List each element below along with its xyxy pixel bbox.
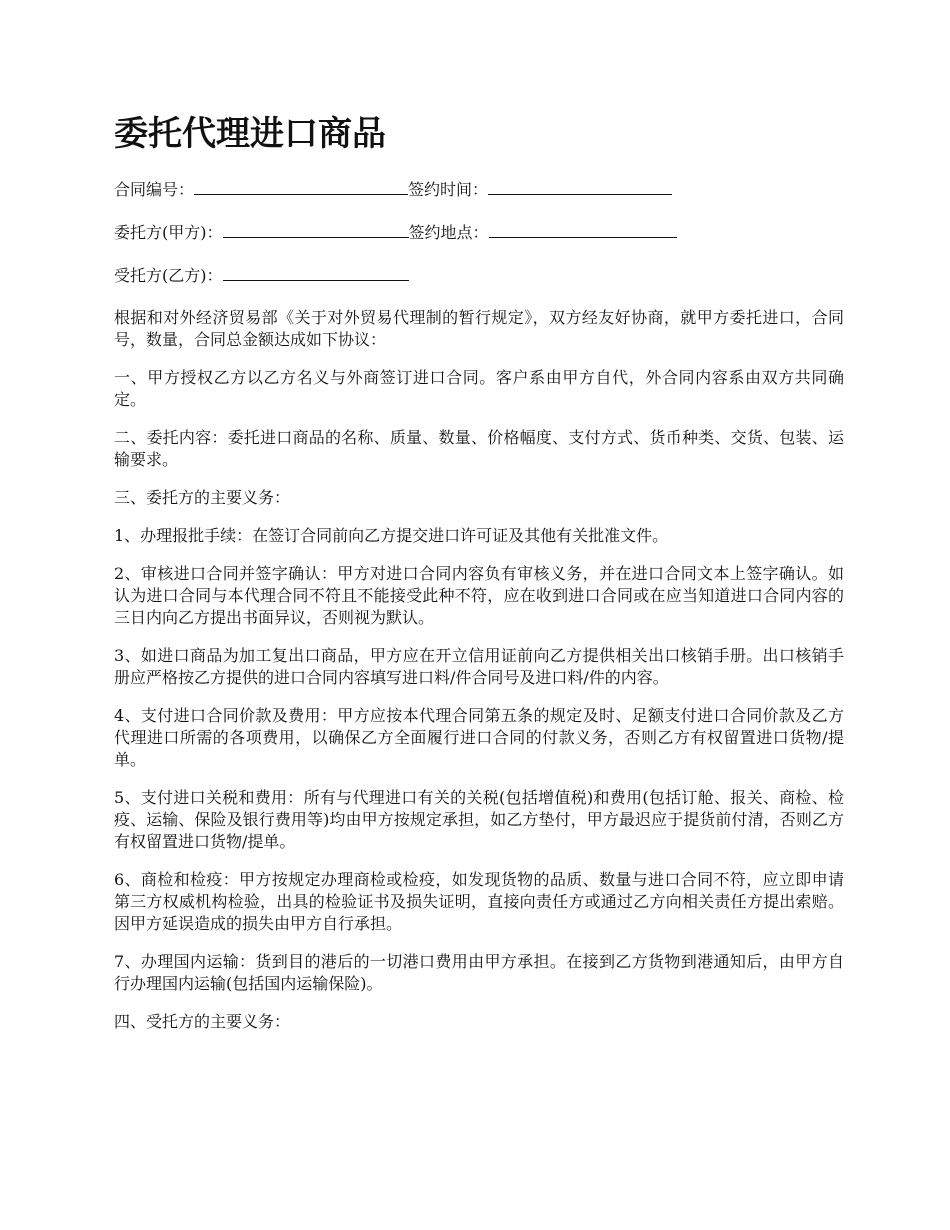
agent-blank	[223, 264, 409, 281]
paragraph-clause-1: 一、甲方授权乙方以乙方名义与外商签订进口合同。客户系由甲方自代，外合同内容系由双方共同确定。	[114, 368, 844, 409]
paragraph-item-3: 3、如进口商品为加工复出口商品，甲方应在开立信用证前向乙方提供相关出口核销手册。出口核销手册应严格按乙方提供的进口合同内容填写进口料/件合同号及进口料/件的内容。	[114, 646, 844, 687]
contract-number-blank	[194, 178, 408, 195]
paragraph-item-6: 6、商检和检疫：甲方按规定办理商检或检疫，如发现货物的品质、数量与进口合同不符，应立即申请第三方权威机构检验，出具的检验证书及损失证明，直接向责任方或通过乙方向相关责任方提出索赔。因甲方延误造成的损失由甲方自行承担。	[114, 870, 844, 933]
paragraph-item-1: 1、办理报批手续：在签订合同前向乙方提交进口许可证及其他有关批准文件。	[114, 526, 669, 545]
principal-label: 委托方(甲方)：	[114, 223, 223, 242]
paragraph-item-4: 4、支付进口合同价款及费用：甲方应按本代理合同第五条的规定及时、足额支付进口合同价款及乙方代理进口所需的各项费用，以确保乙方全面履行进口合同的付款义务，否则乙方有权留置进口货物/提单。	[114, 706, 844, 769]
paragraph-preamble: 根据和对外经济贸易部《关于对外贸易代理制的暂行规定》，双方经友好协商，就甲方委托进口，合同号，数量，合同总金额达成如下协议：	[114, 308, 844, 349]
principal-line	[114, 221, 844, 244]
section-heading-principal-duties: 三、委托方的主要义务：	[114, 488, 291, 507]
sign-time-blank	[488, 178, 672, 195]
paragraph-item-2: 2、审核进口合同并签字确认：甲方对进口合同内容负有审核义务，并在进口合同文本上签字确认。如认为进口合同与本代理合同不符且不能接受此种不符，应在收到进口合同或在应当知道进口合同内容的三日内向乙方提出书面异议，否则视为默认。	[114, 564, 844, 627]
sign-place-blank	[489, 221, 677, 238]
principal-blank	[223, 221, 409, 238]
sign-time-label: 签约时间：	[408, 180, 489, 199]
section-heading-agent-duties: 四、受托方的主要义务：	[114, 1012, 291, 1031]
paragraph-clause-2: 二、委托内容：委托进口商品的名称、质量、数量、价格幅度、支付方式、货币种类、交货、包装、运输要求。	[114, 428, 844, 469]
agent-line	[114, 264, 844, 287]
paragraph-item-5: 5、支付进口关税和费用：所有与代理进口有关的关税(包括增值税)和费用(包括订舱、报关、商检、检疫、运输、保险及银行费用等)均由甲方按规定承担，如乙方垫付，甲方最迟应于提货前付清，否则乙方有权留置进口货物/提单。	[114, 788, 844, 851]
contract-number-line	[114, 178, 844, 201]
agent-label: 受托方(乙方)：	[114, 266, 223, 285]
paragraph-item-7: 7、办理国内运输：货到目的港后的一切港口费用由甲方承担。在接到乙方货物到港通知后，由甲方自行办理国内运输(包括国内运输保险)。	[114, 952, 844, 993]
document-title: 委托代理进口商品	[114, 114, 386, 154]
document-page	[114, 110, 844, 1049]
contract-number-label: 合同编号：	[114, 180, 195, 199]
sign-place-label: 签约地点：	[408, 223, 489, 242]
